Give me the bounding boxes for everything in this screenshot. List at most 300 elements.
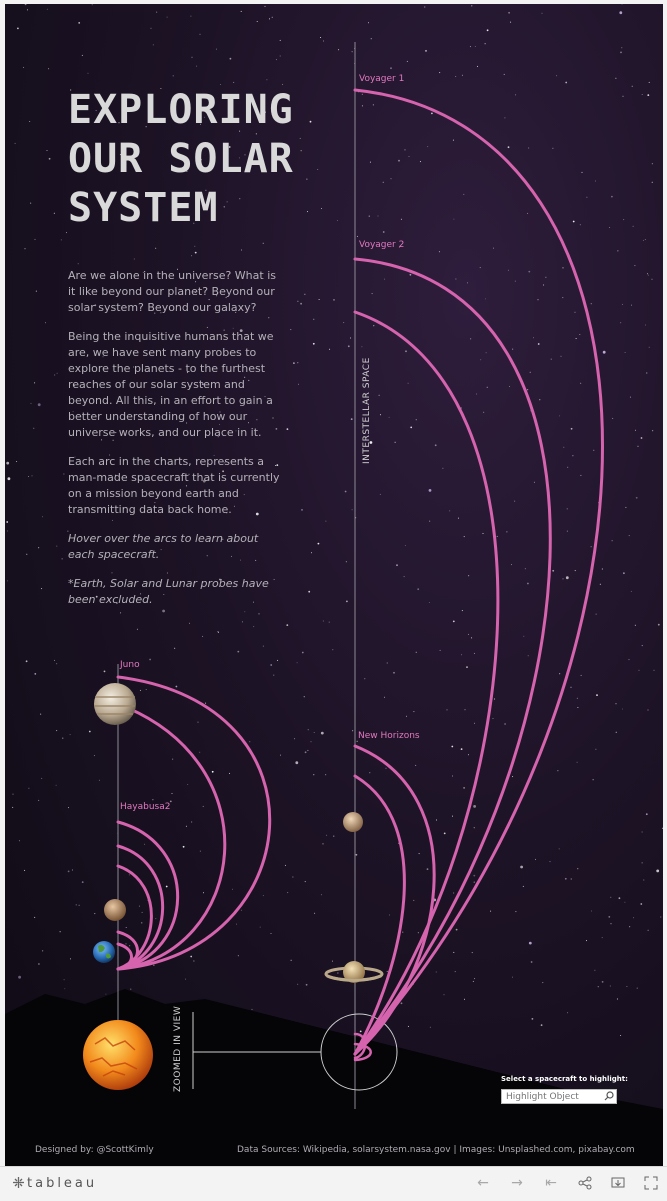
star [360,1031,362,1033]
star [559,415,560,416]
star [559,848,560,849]
star [89,731,91,733]
star [511,564,512,565]
star [24,870,25,871]
star [563,578,564,579]
star [40,714,41,715]
star [634,265,635,266]
star [635,625,636,626]
star [6,521,8,523]
star [427,146,428,147]
star [455,971,456,972]
star [636,497,638,499]
star [92,4,93,5]
star [490,911,491,912]
star [126,943,127,944]
star [401,219,402,220]
star [647,94,649,96]
star [332,961,333,962]
star [130,989,131,990]
star [539,399,540,400]
star [572,455,573,456]
download-icon[interactable] [607,1173,629,1193]
star [620,1035,621,1036]
star [474,978,475,979]
star [645,239,646,240]
star [290,329,291,330]
star [639,670,640,671]
star [638,446,639,447]
star [575,312,576,313]
voyager2-secondary-arc[interactable] [355,312,498,1054]
star [603,351,606,354]
star [586,197,587,198]
star [633,917,634,918]
star [476,394,477,395]
star [134,259,135,260]
star [346,601,348,603]
sun-star [83,1020,153,1090]
star [408,383,409,384]
star [269,18,270,19]
star [263,646,264,647]
star [407,61,408,62]
star [16,461,17,462]
star [567,531,568,532]
star [410,274,412,276]
star [647,273,648,274]
star [176,686,178,688]
star [18,976,21,979]
star [319,299,320,300]
star [47,9,48,10]
star [194,246,195,247]
star [172,793,173,794]
star [187,784,188,785]
star [591,911,592,912]
star [563,447,564,448]
star [78,263,79,264]
star [153,965,154,966]
star [611,196,613,198]
star [473,981,474,982]
star [31,403,32,404]
star [17,28,19,30]
star [329,349,330,350]
star [528,271,530,273]
star [576,338,577,339]
star [300,303,302,305]
star [42,950,43,951]
star [401,1002,403,1004]
star [62,558,63,559]
star [193,961,194,962]
star [241,910,242,911]
star [620,52,622,54]
star [538,299,539,300]
star [42,516,43,517]
star [602,981,604,983]
star [617,250,618,251]
star [506,531,507,532]
star [535,859,536,860]
star [56,785,57,786]
tableau-logo[interactable] [12,1176,97,1191]
star [391,178,392,179]
star [49,158,51,160]
star [455,279,456,280]
star [557,770,558,771]
star [586,940,587,941]
star [384,697,385,698]
new-horizons-arc[interactable] [355,746,434,1054]
star [12,807,13,808]
star [389,417,390,418]
star [413,711,414,712]
star [623,219,624,220]
star [352,730,353,731]
title-line-3: SYSTEM [68,185,219,231]
new-horizons-secondary-arc[interactable] [355,776,404,1054]
star [533,337,534,338]
star [571,687,572,688]
star [429,602,430,603]
star [7,580,8,581]
intro-text [68,268,283,621]
star [648,930,649,931]
star [152,799,153,800]
star [562,297,563,298]
star [610,897,611,898]
star [462,610,463,611]
star [317,169,318,170]
star [301,509,303,511]
star [660,917,661,918]
star [471,5,472,6]
star [456,929,458,931]
star [508,12,510,14]
star [436,972,437,973]
intro-paragraph-2: Being the inquisitive humans that we are, we have sent many probes to explore the planets - to the furthest reaches of our solar system and beyond. All this, in an effort to gain a better understanding of how our universe works, and our place in it. [68,330,274,439]
star [252,1009,253,1010]
star [203,806,204,807]
star [480,267,481,268]
star [631,591,632,592]
juno-arc[interactable] [118,677,270,969]
star [361,346,362,347]
star [551,359,552,360]
star [623,572,625,574]
star [7,531,8,532]
star [26,554,27,555]
star [390,67,392,69]
star [464,999,465,1000]
star [398,160,400,162]
title-line-1: EXPLORING [68,87,294,133]
star [648,275,649,276]
star [56,663,57,664]
star [515,281,516,282]
star [48,68,49,69]
star [190,956,192,958]
star [429,489,432,492]
star [410,427,412,429]
star [642,94,643,95]
star [579,334,580,335]
star [35,239,36,240]
earth-planet [93,941,115,963]
star [552,570,554,572]
star [54,660,55,661]
star [545,277,546,278]
star [616,703,617,704]
star [155,918,156,919]
star [566,576,569,579]
star [199,752,200,753]
star [307,750,308,751]
star [619,11,622,14]
star [195,252,197,254]
star [431,113,433,115]
star [472,952,473,953]
star [185,979,186,980]
star [646,373,647,374]
star [455,76,456,77]
star [362,94,363,95]
star [452,816,453,817]
star [528,655,529,656]
star [559,673,560,674]
star [82,881,84,883]
star [229,773,230,774]
star [314,732,315,733]
star [285,865,286,866]
star [480,359,481,360]
star [571,428,573,430]
star [485,43,486,44]
star [565,82,567,84]
star [631,305,632,306]
star [302,652,304,654]
star [311,741,312,742]
star [32,475,33,476]
search-icon[interactable] [604,1091,615,1102]
star [451,746,453,748]
star [473,875,475,877]
star [362,105,363,106]
star [632,86,633,87]
star [286,624,288,626]
star [186,826,187,827]
star [308,591,310,593]
star [263,895,264,896]
star [637,988,638,989]
star [64,979,65,980]
star [54,213,55,214]
star [416,652,417,653]
star [364,678,365,679]
star [271,933,272,934]
star [541,1024,543,1026]
star [29,121,30,122]
star [556,75,557,76]
star [280,56,281,57]
star [129,945,130,946]
star [641,437,643,439]
star [652,182,653,183]
star [306,984,308,986]
star [94,913,95,914]
star [141,922,142,923]
star [68,871,70,873]
star [528,148,529,149]
star [167,17,168,18]
undo-icon[interactable]: ← [477,1175,489,1191]
star [617,999,618,1000]
star [413,900,414,901]
star [265,6,266,7]
star [287,892,288,893]
star [461,748,463,750]
star [155,248,156,249]
star [200,851,201,852]
star [622,304,623,305]
star [453,621,455,623]
star [25,4,27,5]
star [643,240,644,241]
star [253,626,254,627]
star [200,34,201,35]
star [640,903,642,905]
hover-instruction: Hover over the arcs to learn about each spacecraft. [68,532,259,561]
star [25,248,26,249]
star [471,637,472,638]
star [580,475,581,476]
star [530,372,531,373]
star [648,710,649,711]
voyager2-label: Voyager 2 [359,240,405,250]
star [380,414,381,415]
star [323,41,324,42]
new-horizons-label: New Horizons [358,731,420,741]
star [529,942,532,945]
star [350,338,351,339]
star [625,507,626,508]
fullscreen-icon[interactable] [640,1173,662,1193]
star [295,761,298,764]
star [34,917,35,918]
star [23,67,24,68]
star [72,870,73,871]
star [212,771,214,773]
star [380,494,381,495]
star [504,723,506,725]
star [325,774,326,775]
star [311,552,312,553]
star [567,508,568,509]
star [19,840,20,841]
star [373,104,374,105]
star [304,696,305,697]
star [649,82,650,83]
star [233,82,234,83]
star [297,984,298,985]
star [241,11,242,12]
redo-icon[interactable]: → [511,1175,523,1191]
star [629,926,630,927]
star [237,651,239,653]
star [468,754,469,755]
star [531,961,533,963]
star [308,729,309,730]
voyager2-arc[interactable] [355,259,550,1054]
star [405,350,407,352]
star [642,862,643,863]
star [461,654,462,655]
star [94,755,95,756]
star [486,352,487,353]
star [633,226,634,227]
star [297,301,298,302]
star [313,319,314,320]
star [156,12,157,13]
star [616,732,617,733]
revert-icon[interactable]: ⇤ [545,1175,557,1191]
star [38,403,41,406]
star [602,569,603,570]
star [493,718,494,719]
star [249,741,250,742]
voyager1-label: Voyager 1 [359,74,405,84]
star [387,971,388,972]
highlight-title: Select a spacecraft to highlight: [501,1075,628,1083]
star [527,213,528,214]
voyager1-arc[interactable] [355,90,603,1054]
star [415,765,416,766]
highlight-search-input[interactable] [501,1089,617,1104]
star [508,146,510,148]
star [563,267,564,268]
star [429,521,430,522]
star [508,270,509,271]
star [474,827,475,828]
star [291,960,292,961]
star [79,905,80,906]
star [467,282,468,283]
star [466,666,468,668]
star [468,634,469,635]
star [351,418,353,420]
star [61,239,62,240]
star [623,96,624,97]
star [642,645,643,646]
star [202,636,203,637]
star [277,660,278,661]
star [436,820,437,821]
star [444,833,446,835]
star [525,568,526,569]
star [550,861,551,862]
share-icon[interactable] [574,1173,596,1193]
star [192,57,193,58]
star [329,622,330,623]
star [462,75,463,76]
star [416,419,417,420]
star [463,787,465,789]
star [321,732,324,735]
star [54,375,55,376]
star [352,51,353,52]
